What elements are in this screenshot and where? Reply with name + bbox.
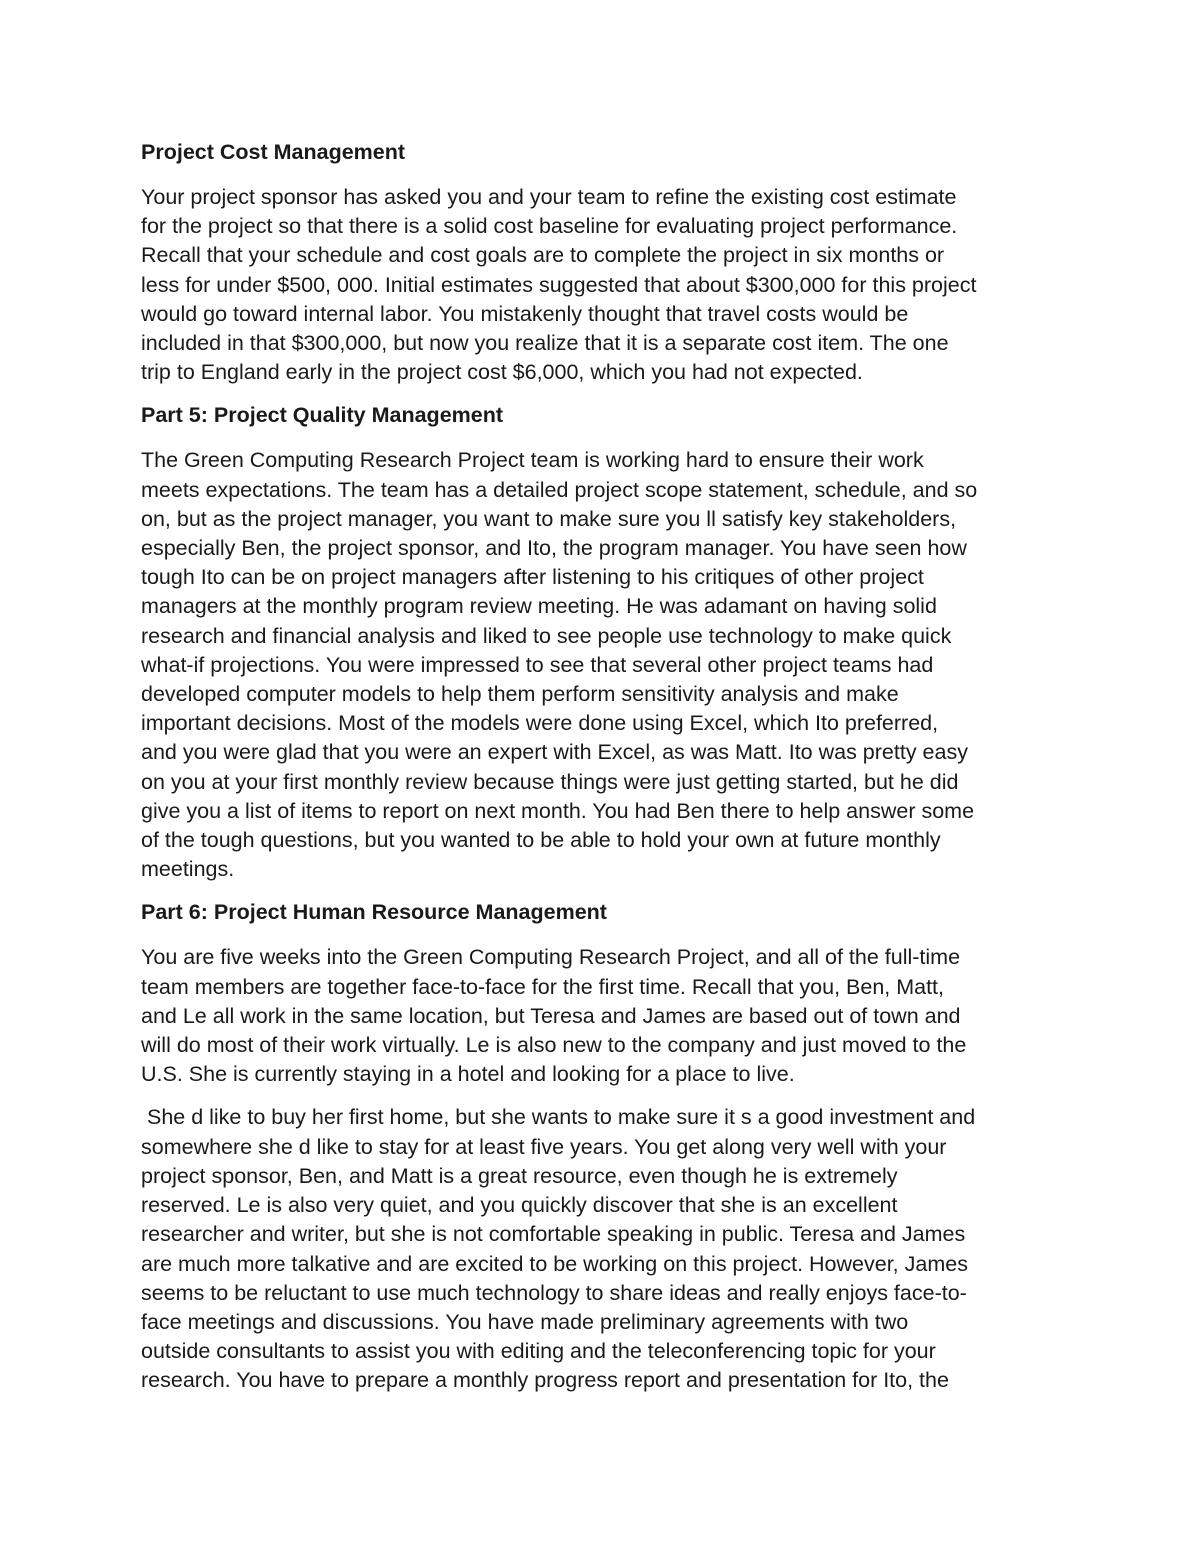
text-line: outside consultants to assist you with editing and the teleconferencing topic for your [141, 1339, 936, 1364]
text-line: meets expectations. The team has a detailed project scope statement, schedule, and so [141, 477, 978, 502]
text-line: reserved. Le is also very quiet, and you quickly discover that she is an excellent [141, 1193, 898, 1218]
text-line: included in that $300,000, but now you realize that it is a separate cost item. The one [141, 331, 949, 356]
text-line: face meetings and discussions. You have made preliminary agreements with two [141, 1309, 909, 1334]
document-body [141, 138, 1066, 1396]
paragraph-hr-1 [141, 943, 1066, 1089]
text-line: somewhere she d like to stay for at least five years. You get along very well with your [141, 1134, 947, 1159]
text-line: and Le all work in the same location, but Teresa and James are based out of town and [141, 1003, 961, 1028]
text-line: project sponsor, Ben, and Matt is a great resource, even though he is extremely [141, 1163, 898, 1188]
text-line: for the project so that there is a solid cost baseline for evaluating project performance. [141, 214, 958, 239]
heading-part-6-human-resource: Part 6: Project Human Resource Management [141, 900, 607, 925]
section-quality [141, 401, 1066, 884]
text-line: meetings. [141, 857, 235, 882]
text-line: especially Ben, the project sponsor, and Ito, the program manager. You have seen how [141, 536, 967, 561]
text-line: would go toward internal labor. You mistakenly thought that travel costs would be [141, 301, 909, 326]
text-line: trip to England early in the project cost $6,000, which you had not expected. [141, 360, 863, 385]
paragraph-quality [141, 446, 1066, 884]
text-line: seems to be reluctant to use much technology to share ideas and really enjoys face-to- [141, 1280, 967, 1305]
text-line: on, but as the project manager, you want to make sure you ll satisfy key stakeholders, [141, 506, 957, 531]
text-line: U.S. She is currently staying in a hotel and looking for a place to live. [141, 1062, 795, 1087]
text-line: and you were glad that you were an expert with Excel, as was Matt. Ito was pretty easy [141, 740, 968, 765]
section-cost [141, 138, 1066, 387]
text-line: researcher and writer, but she is not comfortable speaking in public. Teresa and James [141, 1222, 966, 1247]
text-line: are much more talkative and are excited to be working on this project. However, James [141, 1251, 968, 1276]
text-line: research. You have to prepare a monthly progress report and presentation for Ito, the [141, 1368, 949, 1393]
text-line: Your project sponsor has asked you and your team to refine the existing cost estimate [141, 185, 957, 209]
text-line: managers at the monthly program review meeting. He was adamant on having solid [141, 594, 937, 619]
text-line: team members are together face-to-face for the first time. Recall that you, Ben, Matt, [141, 974, 945, 999]
paragraph-cost [141, 183, 1066, 387]
text-line: give you a list of items to report on next month. You had Ben there to help answer some [141, 798, 975, 823]
text-line: She d like to buy her first home, but she wants to make sure it s a good investment and [141, 1105, 976, 1130]
text-line: Recall that your schedule and cost goals are to complete the project in six months or [141, 243, 945, 268]
text-line: You are five weeks into the Green Computing Research Project, and all of the full-time [141, 945, 961, 970]
text-line: will do most of their work virtually. Le is also new to the company and just moved to the [141, 1033, 967, 1058]
text-line: research and financial analysis and liked to see people use technology to make quick [141, 623, 952, 648]
text-line: what-if projections. You were impressed to see that several other project teams had [141, 652, 934, 677]
text-line: The Green Computing Research Project team is working hard to ensure their work [141, 448, 924, 473]
heading-project-cost-management: Project Cost Management [141, 140, 406, 164]
section-human-resource [141, 898, 1066, 1395]
text-line: tough Ito can be on project managers after listening to his critiques of other project [141, 565, 924, 590]
text-line: important decisions. Most of the models were done using Excel, which Ito preferred, [141, 711, 939, 736]
paragraph-hr-2 [141, 1103, 1066, 1395]
text-line: of the tough questions, but you wanted to be able to hold your own at future monthly [141, 828, 941, 853]
text-line: developed computer models to help them perform sensitivity analysis and make [141, 682, 899, 707]
text-line: on you at your first monthly review because things were just getting started, but he did [141, 769, 959, 794]
text-line: less for under $500, 000. Initial estimates suggested that about $300,000 for this project [141, 272, 977, 297]
heading-part-5-quality: Part 5: Project Quality Management [141, 403, 504, 428]
